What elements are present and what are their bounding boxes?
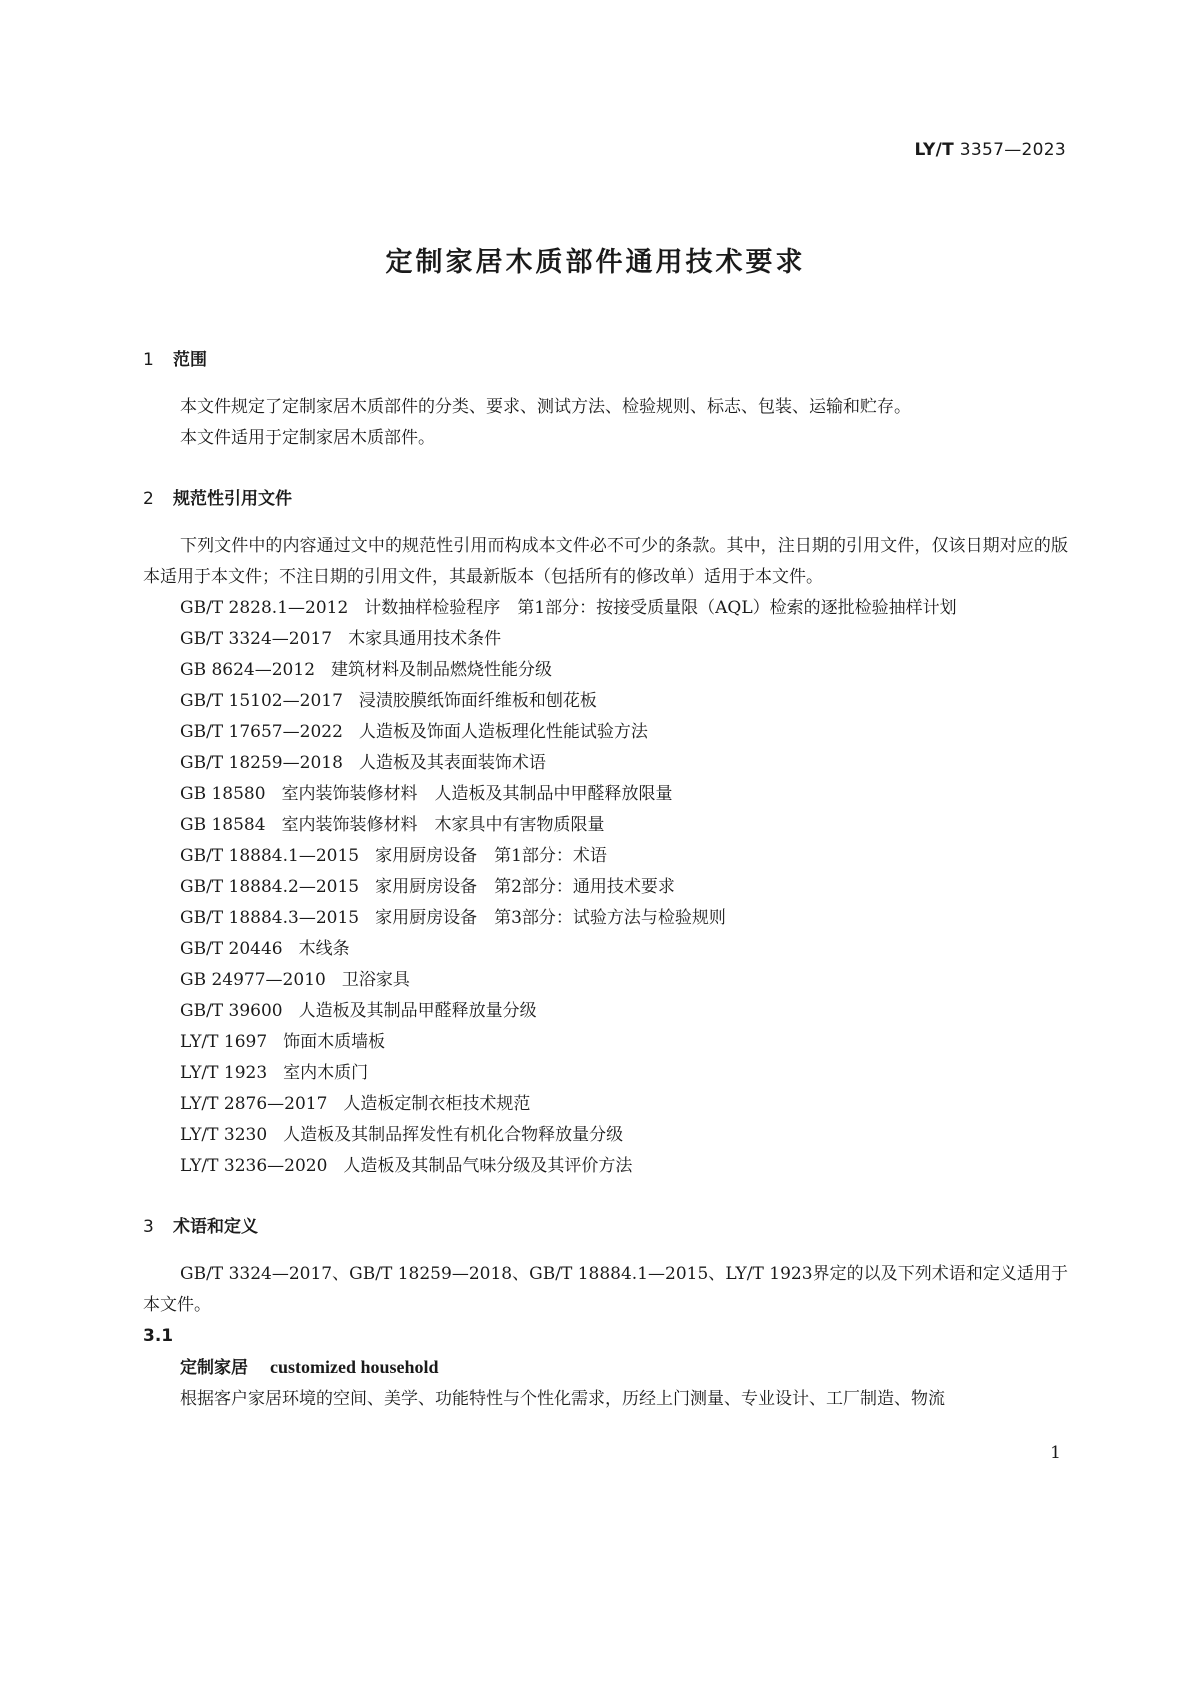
term-definition: 根据客户家居环境的空间、美学、功能特性与个性化需求，历经上门测量、专业设计、工厂制造、物流 (180, 1389, 945, 1409)
reference-title: 家用厨房设备 第3部分：试验方法与检验规则 (375, 908, 726, 928)
reference-code: GB/T 15102—2017 (180, 691, 343, 711)
reference-title: 浸渍胶膜纸饰面纤维板和刨花板 (358, 691, 597, 711)
reference-code: LY/T 3236—2020 (180, 1156, 328, 1176)
reference-code: GB/T 3324—2017 (180, 629, 333, 649)
section-heading-scope (143, 345, 1068, 375)
reference-code: LY/T 1697 (180, 1032, 268, 1052)
reference-title: 家用厨房设备 第1部分：术语 (375, 846, 607, 866)
reference-item (143, 810, 1068, 841)
reference-title: 建筑材料及制品燃烧性能分级 (331, 660, 553, 680)
reference-item (143, 1089, 1068, 1120)
reference-title: 卫浴家具 (341, 970, 410, 990)
scope-paragraph: 本文件规定了定制家居木质部件的分类、要求、测试方法、检验规则、标志、包装、运输和贮存。 (180, 397, 911, 417)
reference-code: GB 18584 (180, 815, 266, 835)
section-title: 规范性引用文件 (173, 489, 292, 509)
reference-code: GB 8624—2012 (180, 660, 316, 680)
reference-title: 室内木质门 (283, 1063, 369, 1083)
reference-item (143, 841, 1068, 872)
term-number: 3.1 (143, 1326, 174, 1346)
section-heading-normative-references (143, 484, 1068, 514)
reference-item (143, 717, 1068, 748)
reference-code: GB 18580 (180, 784, 266, 804)
reference-item (143, 593, 1068, 624)
reference-title: 人造板定制衣柜技术规范 (343, 1094, 531, 1114)
references-intro: 下列文件中的内容通过文中的规范性引用而构成本文件必不可少的条款。其中，注日期的引用文件，仅该日期对应的版本适用于本文件；不注日期的引用文件，其最新版本（包括所有的修改单）适用于本文件。 (143, 536, 1068, 587)
standard-prefix: LY/T (914, 140, 955, 160)
reference-code: GB/T 17657—2022 (180, 722, 343, 742)
reference-code: LY/T 3230 (180, 1125, 268, 1145)
standard-number: 3357—2023 (959, 140, 1066, 160)
section-number: 1 (143, 350, 154, 370)
term-heading (143, 1352, 1068, 1384)
reference-item (143, 903, 1068, 934)
section-heading-terms (143, 1212, 1068, 1242)
document-body (143, 345, 1068, 1415)
reference-code: GB/T 18884.2—2015 (180, 877, 360, 897)
page-number: 1 (1050, 1443, 1061, 1463)
reference-item (143, 934, 1068, 965)
section-number: 2 (143, 489, 154, 509)
reference-title: 木线条 (298, 939, 350, 959)
reference-list (143, 593, 1068, 1182)
term-chinese: 定制家居 (180, 1358, 248, 1378)
reference-item (143, 996, 1068, 1027)
reference-title: 人造板及其制品气味分级及其评价方法 (343, 1156, 633, 1176)
reference-code: GB/T 18884.1—2015 (180, 846, 360, 866)
reference-item (143, 965, 1068, 996)
term-english: customized household (270, 1357, 439, 1377)
reference-code: GB/T 39600 (180, 1001, 283, 1021)
reference-code: LY/T 1923 (180, 1063, 268, 1083)
reference-item (143, 1027, 1068, 1058)
reference-code: GB/T 2828.1—2012 (180, 598, 349, 618)
spacer (143, 454, 1068, 484)
reference-title: 人造板及饰面人造板理化性能试验方法 (358, 722, 648, 742)
reference-item (143, 1120, 1068, 1151)
standard-code (915, 140, 1066, 160)
reference-item (143, 748, 1068, 779)
reference-code: GB 24977—2010 (180, 970, 326, 990)
spacer (143, 1182, 1068, 1212)
section-title: 术语和定义 (173, 1217, 258, 1237)
reference-code: GB/T 18259—2018 (180, 753, 343, 773)
reference-title: 家用厨房设备 第2部分：通用技术要求 (375, 877, 675, 897)
reference-item (143, 872, 1068, 903)
reference-item (143, 624, 1068, 655)
reference-title: 室内装饰装修材料 木家具中有害物质限量 (281, 815, 605, 835)
section-title: 范围 (173, 350, 207, 370)
reference-title: 饰面木质墙板 (283, 1032, 386, 1052)
reference-code: GB/T 18884.3—2015 (180, 908, 360, 928)
reference-title: 计数抽样检验程序 第1部分：按接受质量限（AQL）检索的逐批检验抽样计划 (364, 598, 957, 618)
reference-title: 室内装饰装修材料 人造板及其制品中甲醛释放限量 (281, 784, 673, 804)
reference-item (143, 655, 1068, 686)
reference-item (143, 1151, 1068, 1182)
reference-item (143, 1058, 1068, 1089)
section-number: 3 (143, 1217, 154, 1237)
reference-item (143, 686, 1068, 717)
terms-intro: GB/T 3324—2017、GB/T 18259—2018、GB/T 18884.1—2015、LY/T 1923界定的以及下列术语和定义适用于本文件。 (143, 1264, 1068, 1315)
reference-title: 人造板及其制品甲醛释放量分级 (298, 1001, 537, 1021)
reference-code: LY/T 2876—2017 (180, 1094, 328, 1114)
reference-item (143, 779, 1068, 810)
reference-title: 木家具通用技术条件 (348, 629, 502, 649)
reference-code: GB/T 20446 (180, 939, 283, 959)
reference-title: 人造板及其制品挥发性有机化合物释放量分级 (283, 1125, 624, 1145)
document-title: 定制家居木质部件通用技术要求 (385, 247, 806, 278)
scope-paragraph: 本文件适用于定制家居木质部件。 (180, 428, 435, 448)
reference-title: 人造板及其表面装饰术语 (358, 753, 546, 773)
